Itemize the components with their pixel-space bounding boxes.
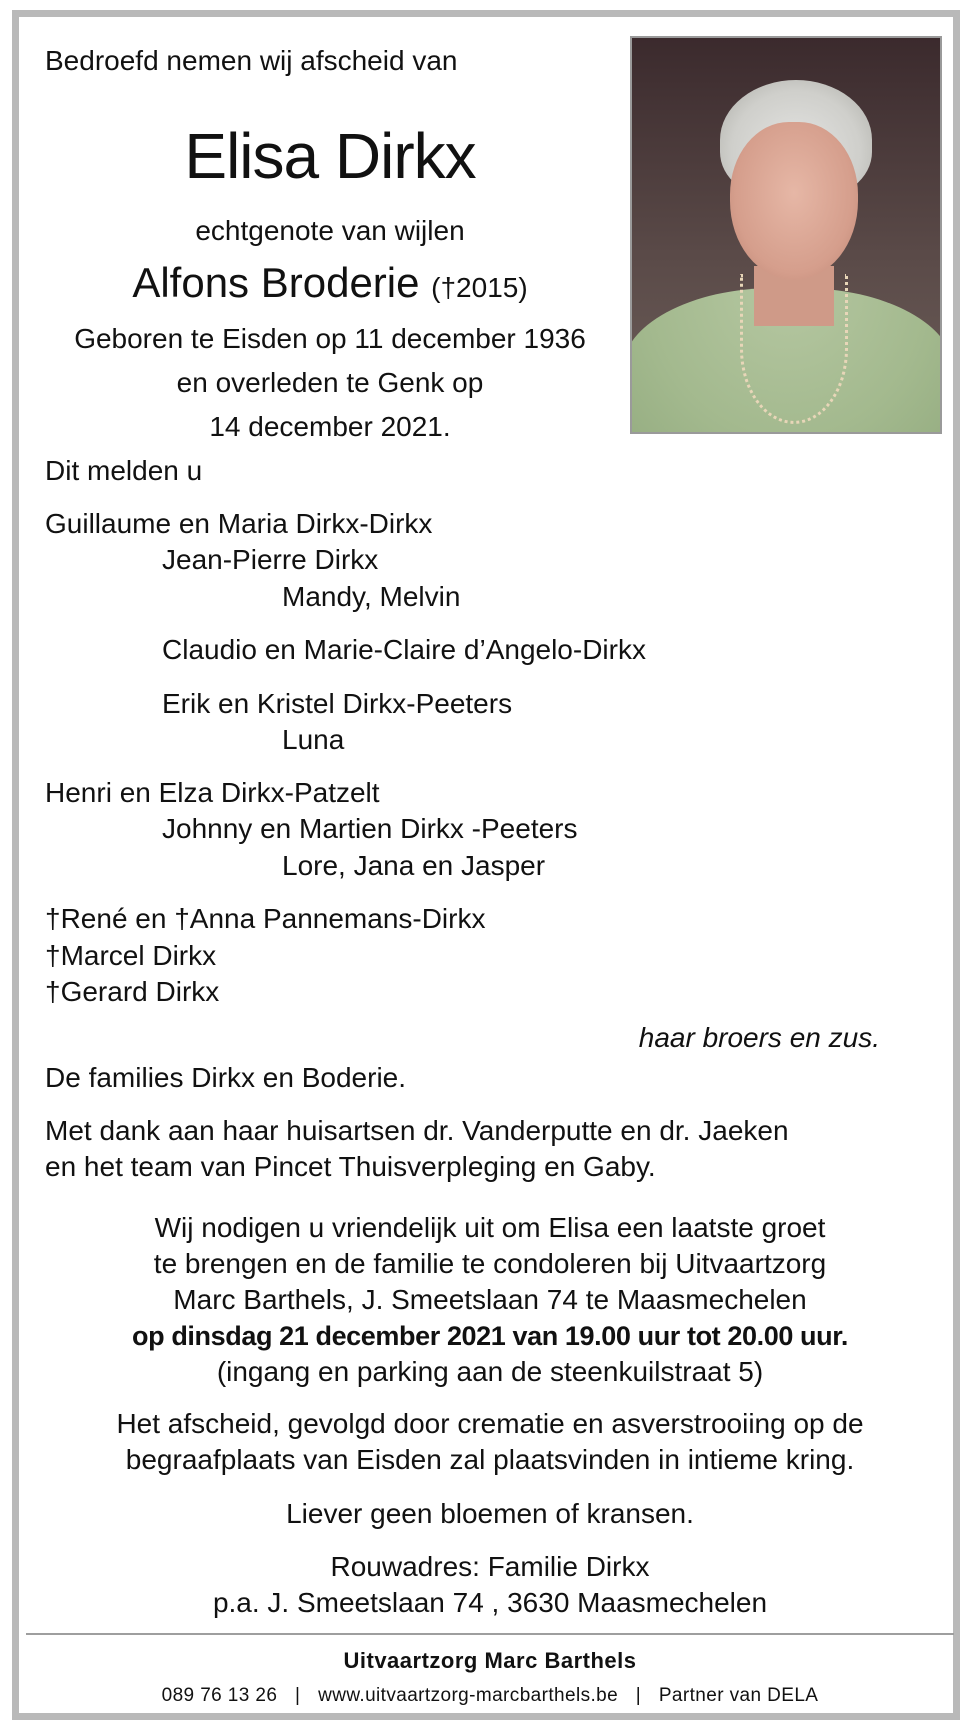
family-line: Luna <box>282 724 345 755</box>
invite-date: op dinsdag 21 december 2021 van 19.00 uur tot 20.00 uur. <box>132 1321 848 1351</box>
invite-line-2: te brengen en de familie te condoleren bij Uitvaartzorg <box>153 1248 827 1279</box>
no-flowers-text: Liever geen bloemen of kransen. <box>286 1498 694 1529</box>
born-text: Geboren te Eisden op 11 december 1936 <box>74 323 586 354</box>
footer-phone: 089 76 13 26 <box>161 1685 278 1706</box>
family-line: Mandy, Melvin <box>282 581 461 612</box>
invite-line-3: Marc Barthels, J. Smeetslaan 74 te Maasmechelen <box>173 1284 807 1315</box>
deceased-name: Elisa Dirkx <box>184 120 476 192</box>
intro-text: Bedroefd nemen wij afscheid van <box>45 45 458 76</box>
family-line: †René en †Anna Pannemans-Dirkx <box>45 903 486 934</box>
family-line: Lore, Jana en Jasper <box>282 850 546 881</box>
footer-contact <box>20 1683 960 1709</box>
invite-line-1: Wij nodigen u vriendelijk uit om Elisa een laatste groet <box>154 1212 826 1243</box>
thanks-line-2: en het team van Pincet Thuisverpleging en Gaby. <box>45 1151 656 1182</box>
footer-partner: Partner van DELA <box>658 1685 819 1706</box>
farewell-line-2: begraafplaats van Eisden zal plaatsvinden in intieme kring. <box>125 1444 855 1475</box>
address-line-2: p.a. J. Smeetslaan 74 , 3630 Maasmechelen <box>212 1587 768 1618</box>
siblings-note: haar broers en zus. <box>638 1022 880 1053</box>
family-line: Henri en Elza Dirkx-Patzelt <box>45 777 380 808</box>
family-line: Erik en Kristel Dirkx-Peeters <box>162 688 513 719</box>
family-line: †Marcel Dirkx <box>45 940 217 971</box>
footer-website-link[interactable]: www.uitvaartzorg-marcbarthels.be <box>318 1685 619 1706</box>
photo-necklace <box>740 274 848 424</box>
address-line-1: Rouwadres: Familie Dirkx <box>330 1551 650 1582</box>
spouse-label: echtgenote van wijlen <box>195 215 465 246</box>
footer-separator: | <box>635 1685 642 1706</box>
died-line-2: 14 december 2021. <box>209 411 451 442</box>
portrait-photo <box>630 36 942 434</box>
thanks-line-1: Met dank aan haar huisartsen dr. Vanderputte en dr. Jaeken <box>45 1115 789 1146</box>
families-text: De families Dirkx en Boderie. <box>45 1062 407 1093</box>
family-line: Jean-Pierre Dirkx <box>162 544 379 575</box>
footer-separator: | <box>295 1685 301 1706</box>
announce-text: Dit melden u <box>45 455 203 486</box>
spouse-line <box>45 258 615 313</box>
invite-parking: (ingang en parking aan de steenkuilstraat 5) <box>216 1356 764 1387</box>
family-line: †Gerard Dirkx <box>45 976 220 1007</box>
footer-company: Uitvaartzorg Marc Barthels <box>343 1648 637 1673</box>
footer-divider <box>26 1633 954 1635</box>
family-line: Claudio en Marie-Claire d’Angelo-Dirkx <box>162 634 646 665</box>
family-line: Johnny en Martien Dirkx -Peeters <box>162 813 578 844</box>
farewell-line-1: Het afscheid, gevolgd door crematie en asverstrooiing op de <box>116 1408 864 1439</box>
spouse-name: Alfons Broderie <box>132 259 420 306</box>
photo-face <box>730 122 858 280</box>
spouse-death-year: (†2015) <box>431 272 528 303</box>
family-line: Guillaume en Maria Dirkx-Dirkx <box>45 508 433 539</box>
died-line-1: en overleden te Genk op <box>176 367 484 398</box>
